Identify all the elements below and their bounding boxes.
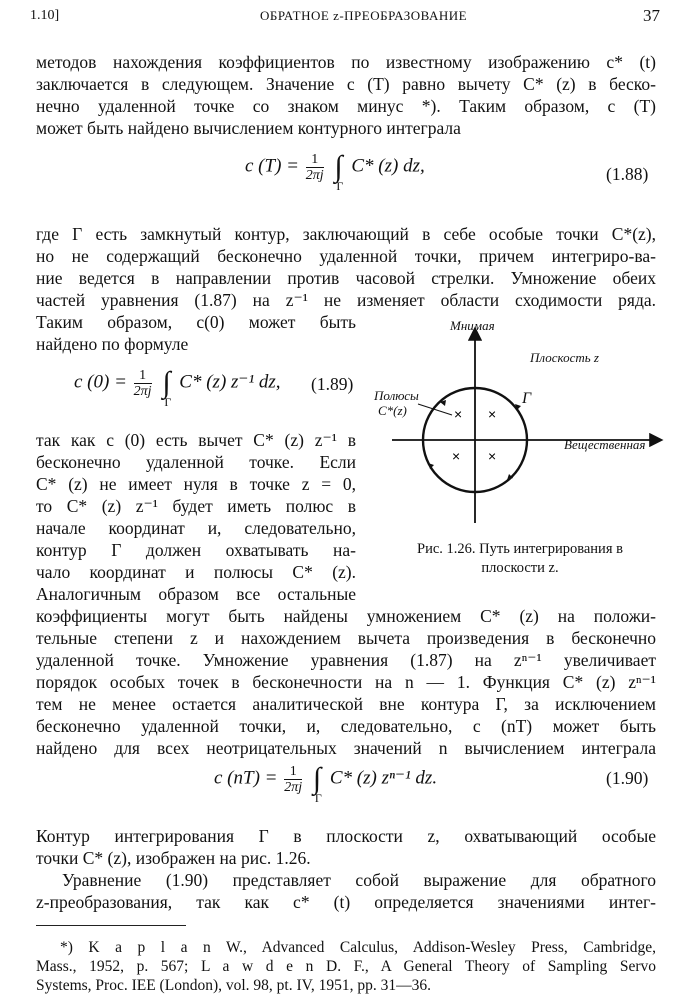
text-line: бесконечно удаленной точке. Если <box>36 452 356 472</box>
fraction-denominator: 2πj <box>284 779 303 795</box>
real-axis-label: Вещественная <box>564 437 646 452</box>
footnote-line: Mass., 1952, p. 567; L a w d e n D. F., A General Theory of Sampling Servo <box>36 958 656 975</box>
running-title: ОБРАТНОЕ z-ПРЕОБРАЗОВАНИЕ <box>260 8 468 23</box>
contour-label: Γ <box>522 390 532 407</box>
text-line: где Γ есть замкнутый контур, заключающий в себе особые точки C*(z), <box>36 224 656 244</box>
page-header <box>30 8 660 32</box>
footnote-rule <box>36 925 186 926</box>
fraction <box>284 764 302 795</box>
text-line: контур Γ должен охватывать на- <box>36 540 356 560</box>
caption-line: плоскости z. <box>481 560 559 576</box>
text-line: чало координат и полюсы C* (z). <box>36 562 356 582</box>
poles-label: Полюсы <box>374 388 419 403</box>
section-number: 1.10] <box>30 8 60 23</box>
fraction-denominator: 2πj <box>305 167 324 183</box>
contour-symbol: Γ <box>314 791 322 805</box>
contour-symbol: Γ <box>164 395 172 409</box>
text-line: удаленной точке. Умножение уравнения (1.87) на zⁿ⁻¹ увеличивает <box>36 650 656 670</box>
text-line: тем не менее остается аналитической вне контура Γ, за исключением <box>36 694 656 714</box>
text-line: ние ведется в направлении против часовой стрелки. Умножение обеих <box>36 268 656 288</box>
text-line: но не содержащий бесконечно удаленной точки, причем интегриро-ва- <box>36 246 656 266</box>
poles-function-label: C*(z) <box>378 403 407 418</box>
text-line: начале координат и, следовательно, <box>36 518 356 538</box>
integral-sign: ∫ Γ <box>334 150 344 193</box>
footnote-line: *) K a p l a n W., Advanced Calculus, Addison-Wesley Press, Cambridge, <box>60 939 656 956</box>
text-line: C* (z) не имеет нуля в точке z = 0, <box>36 474 356 494</box>
text-line: то C* (z) z⁻¹ будет иметь полюс в <box>36 496 356 516</box>
equation-number: (1.88) <box>606 164 649 184</box>
text-line: тельные степени z и нахождением вычета произведения в бесконечно <box>36 628 656 648</box>
imaginary-axis-label: Мнимая <box>450 318 495 333</box>
fraction-numerator: 1 <box>289 763 297 779</box>
text-line: Аналогичным образом все остальные <box>36 584 356 604</box>
text-line: частей уравнения (1.87) на z⁻¹ не изменяет области сходимости ряда. <box>36 290 656 310</box>
pole-marker: × <box>488 406 497 422</box>
text-line: найдено по формуле <box>36 334 189 354</box>
text-line: точки C* (z), изображен на рис. 1.26. <box>36 848 311 868</box>
contour-symbol: Γ <box>336 179 344 193</box>
text-line: Таким образом, c(0) может быть <box>36 312 356 332</box>
equation-rhs: C* (z) z⁻¹ dz, <box>179 371 281 393</box>
equation-number: (1.89) <box>311 374 354 394</box>
text-line: методов нахождения коэффициентов по известному изображению c* (t) <box>36 52 656 72</box>
footnote-line: Systems, Proc. IEE (London), vol. 98, pt. IV, 1951, pp. 31—36. <box>36 977 431 994</box>
text-line: Уравнение (1.90) представляет собой выражение для обратного <box>62 870 656 890</box>
integral-sign: ∫ Γ <box>312 762 322 805</box>
equation-1-88 <box>245 150 425 193</box>
text-line: заключается в следующем. Значение c (T) равно вычету C* (z) в беско- <box>36 74 656 94</box>
caption-line: Рис. 1.26. Путь интегрирования в <box>417 541 623 557</box>
text-line: найдено для всех неотрицательных значений n вычислением интеграла <box>36 738 656 758</box>
text-line: коэффициенты могут быть найдены умножением C* (z) на положи- <box>36 606 656 626</box>
equation-1-89 <box>74 366 281 409</box>
text-line: порядок особых точек в бесконечности на n — 1. Функция C* (z) zⁿ⁻¹ <box>36 672 656 692</box>
text-line: бесконечно удаленной точки, и, следовательно, c (nT) может быть <box>36 716 656 736</box>
equation-lhs: c (nT) = <box>214 767 278 789</box>
plane-label: Плоскость z <box>530 350 599 365</box>
fraction-numerator: 1 <box>311 151 319 167</box>
equation-rhs: C* (z) dz, <box>351 155 425 177</box>
text-line: Контур интегрирования Γ в плоскости z, охватывающий особые <box>36 826 656 846</box>
text-line: нечно удаленной точке со знаком минус *). Таким образом, c (T) <box>36 96 656 116</box>
equation-1-90 <box>214 762 438 805</box>
text-line: может быть найдено вычислением контурного интеграла <box>36 118 461 138</box>
pole-marker: × <box>452 448 461 464</box>
text-line: так как c (0) есть вычет C* (z) z⁻¹ в <box>36 430 356 450</box>
pole-marker: × <box>454 406 463 422</box>
fraction <box>306 152 324 183</box>
page-number: 37 <box>643 6 660 25</box>
equation-number: (1.90) <box>606 768 649 788</box>
z-plane-figure <box>370 318 670 533</box>
integral-sign: ∫ Γ <box>162 366 172 409</box>
text-line: z-преобразования, так как c* (t) определяется значениями интег- <box>36 892 656 912</box>
fraction <box>134 368 152 399</box>
figure-caption <box>380 540 660 578</box>
fraction-numerator: 1 <box>139 367 147 383</box>
equation-lhs: c (T) = <box>245 155 299 177</box>
fraction-denominator: 2πj <box>133 383 152 399</box>
equation-lhs: c (0) = <box>74 371 127 393</box>
equation-rhs: C* (z) zⁿ⁻¹ dz. <box>329 767 438 789</box>
pole-marker: × <box>488 448 497 464</box>
